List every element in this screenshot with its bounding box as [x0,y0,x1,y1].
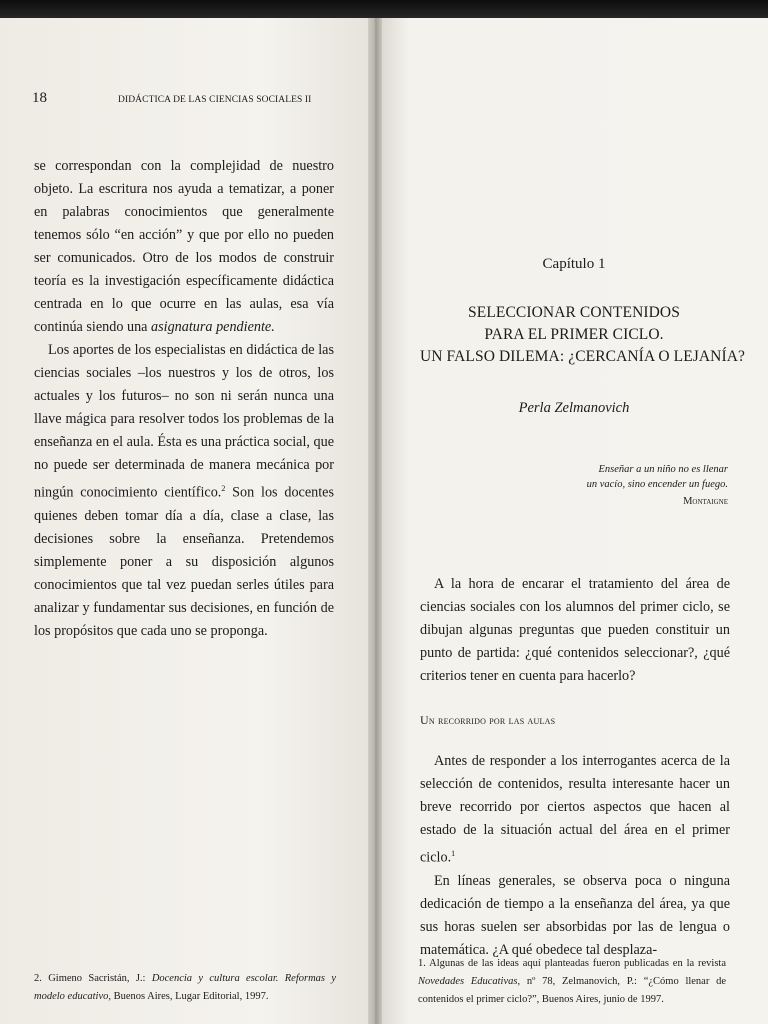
right-body-text [420,750,730,962]
chapter-title-line-3: UN FALSO DILEMA: ¿CERCANÍA O LEJANÍA? [420,348,746,365]
page-number: 18 [32,90,47,106]
chapter-title-line-2: PARA EL PRIMER CICLO. [484,326,664,343]
chapter-label: Capítulo 1 [542,256,606,272]
running-head: DIDÁCTICA DE LAS CIENCIAS SOCIALES II [118,95,312,105]
chapter-author: Perla Zelmanovich [518,400,630,416]
left-paragraph-1: se correspondan con la complejidad de nuestro objeto. La escritura nos ayuda a tematizar, a poner en palabras conocimientos que generalmente tenemos sólo “en acción” y que por ello no pueden ser comunicados. Otro de los modos de construir teoría es la investigación específicamente didáctica centrada en lo que ocurre en las aulas, esa vía continúa siendo una asignatura pendiente. [34,158,334,335]
left-body-text [34,155,334,643]
left-paragraph-2: Los aportes de los especialistas en didáctica de las ciencias sociales –los nuestros y los de otros, los actuales y los futuros– no son ni serán nunca una llave mágica para resolver todos los problemas de la enseñanza en el aula. Ésta es una práctica social, que no puede ser determinada de manera mecánica por ningún conocimiento científico.$^2$ Son los docentes quienes deben tomar día a día, clase a clase, las decisiones sobre la enseñanza. Pretendemos simplemente poner a su disposición algunos conocimientos que tal vez puedan serles útiles para analizar y fundamentar sus decisiones, en función de los propósitos que cada uno se proponga. [34,342,334,639]
footnote-ref-2: 2 [221,484,226,493]
left-footnote: 2. Gimeno Sacristán, J.: Docencia y cultura escolar. Reformas y modelo educativo, Buenos Aires, Lugar Editorial, 1997. [34,973,336,1002]
right-paragraph-1: Antes de responder a los interrogantes acerca de la selección de contenidos, resulta interesante hacer un breve recorrido por ciertos aspectos que hacen al estado de la situación actual del área en el primer ciclo.$^1$ [420,753,730,866]
right-paragraph-2: En líneas generales, se observa poca o ninguna dedicación de tiempo a la enseñanza del área, ya que sus horas suelen ser absorbidas por las de lengua o matemática. ¿A qué obedece tal desplaza- [420,872,730,958]
footnote-ref-1: 1 [451,849,456,858]
epigraph-line-1: Enseñar a un niño no es llenar [598,464,728,475]
scan-top-border [0,0,768,18]
section-heading: Un recorrido por las aulas [420,713,556,727]
epigraph-author: Montaigne [683,496,728,507]
book-gutter [368,18,382,1024]
left-paragraph-1-italic: asignatura pendiente. [151,319,275,335]
right-footnote: 1. Algunas de las ideas aquí planteadas fueron publicadas en la revista Novedades Educativas, nº 78, Zelmanovich, P.: “¿Cómo llenar de contenidos el primer ciclo?”, Buenos Aires, junio de 1997. [418,958,726,1005]
epigraph-line-2: un vacío, sino encender un fuego. [586,479,728,490]
chapter-title [420,302,746,368]
chapter-title-line-1: SELECCIONAR CONTENIDOS [468,304,680,321]
epigraph [520,462,728,509]
intro-paragraph: A la hora de encarar el tratamiento del área de ciencias sociales con los alumnos del primer ciclo, se dibujan algunas preguntas que pueden constituir un punto de partida: ¿qué contenidos seleccionar?, ¿qué criterios tener en cuenta para hacerlo? [420,576,730,684]
